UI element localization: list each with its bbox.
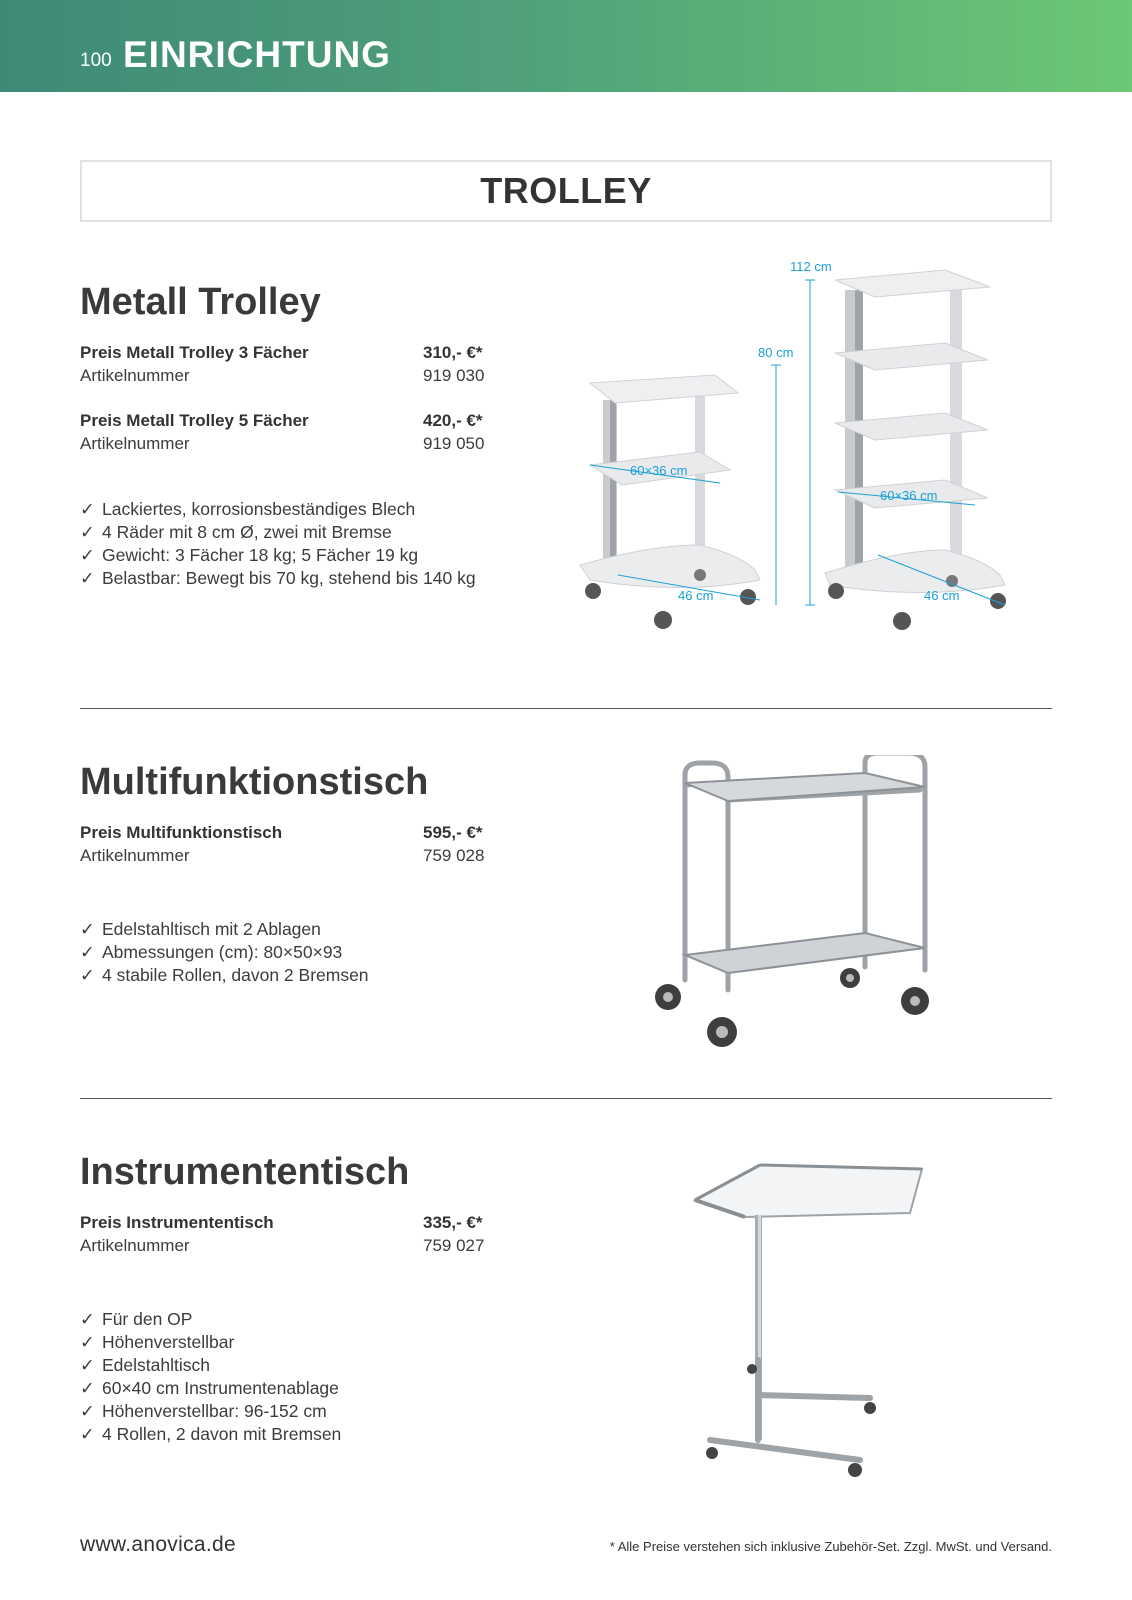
dim-base-5: 46 cm (924, 588, 960, 603)
dim-base-3: 46 cm (678, 588, 714, 603)
dim-height-5: 112 cm (790, 259, 832, 274)
category-title-box (80, 160, 1052, 222)
footer-url[interactable]: www.anovica.de (80, 1533, 236, 1556)
price-value: 595,- €* (423, 823, 483, 842)
feature-item: ✓ Für den OP (80, 1309, 193, 1329)
feature-item: ✓ 4 Räder mit 8 cm Ø, zwei mit Bremse (80, 522, 392, 542)
product-multifunktionstisch (80, 760, 600, 985)
feature-list (80, 918, 600, 987)
trolley-5-shelves (825, 270, 1006, 630)
section-divider (80, 708, 1052, 709)
article-number: 759 028 (423, 846, 485, 865)
price-label: Preis Multifunktionstisch (80, 823, 283, 842)
product-title: Multifunktionstisch (80, 761, 429, 803)
price-label: Preis Metall Trolley 5 Fächer (80, 411, 309, 430)
feature-item: ✓ Höhenverstellbar (80, 1332, 235, 1352)
feature-list (80, 498, 600, 590)
multifunktionstisch-image (650, 755, 960, 1055)
instrumententisch-image (690, 1155, 930, 1495)
page-header (0, 0, 1132, 92)
feature-item: ✓ 60×40 cm Instrumentenablage (80, 1378, 339, 1398)
dim-shelf-3: 60×36 cm (630, 463, 688, 478)
page-number: 100 (80, 50, 112, 71)
feature-item: ✓ Belastbar: Bewegt bis 70 kg, stehend bis 140 kg (80, 568, 476, 588)
feature-item: ✓ 4 Rollen, 2 davon mit Bremsen (80, 1424, 342, 1444)
dim-shelf-5: 60×36 cm (880, 488, 938, 503)
product-instrumententisch (80, 1150, 600, 1444)
price-label: Preis Instrumententisch (80, 1213, 274, 1232)
dim-height-3: 80 cm (758, 345, 794, 360)
article-label: Artikelnummer (80, 846, 190, 865)
feature-item: ✓ Lackiertes, korrosionsbeständiges Blech (80, 499, 416, 519)
feature-item: ✓ Abmessungen (cm): 80×50×93 (80, 942, 343, 962)
product-metall-trolley (80, 280, 600, 588)
section-divider (80, 1098, 1052, 1099)
price-value: 420,- €* (423, 411, 483, 430)
price-label: Preis Metall Trolley 3 Fächer (80, 343, 309, 362)
footer-note: * Alle Preise verstehen sich inklusive Zubehör-Set. Zzgl. MwSt. und Versand. (609, 1539, 1052, 1554)
category-title: TROLLEY (480, 170, 652, 211)
price-value: 310,- €* (423, 343, 483, 362)
article-label: Artikelnummer (80, 366, 190, 385)
product-title: Instrumententisch (80, 1151, 410, 1193)
feature-item: ✓ Edelstahltisch mit 2 Ablagen (80, 919, 321, 939)
feature-item: ✓ 4 stabile Rollen, davon 2 Bremsen (80, 965, 369, 985)
feature-item: ✓ Edelstahltisch (80, 1355, 210, 1375)
trolley-3-shelves (580, 375, 760, 629)
product-title: Metall Trolley (80, 281, 321, 323)
feature-list (80, 1308, 600, 1446)
feature-item: ✓ Höhenverstellbar: 96-152 cm (80, 1401, 327, 1421)
article-number: 919 030 (423, 366, 485, 385)
metall-trolley-image (560, 255, 1070, 655)
article-label: Artikelnummer (80, 1236, 190, 1255)
article-number: 919 050 (423, 434, 485, 453)
price-value: 335,- €* (423, 1213, 483, 1232)
section-title: EINRICHTUNG (123, 34, 391, 75)
feature-item: ✓ Gewicht: 3 Fächer 18 kg; 5 Fächer 19 kg (80, 545, 419, 565)
article-label: Artikelnummer (80, 434, 190, 453)
article-number: 759 027 (423, 1236, 485, 1255)
